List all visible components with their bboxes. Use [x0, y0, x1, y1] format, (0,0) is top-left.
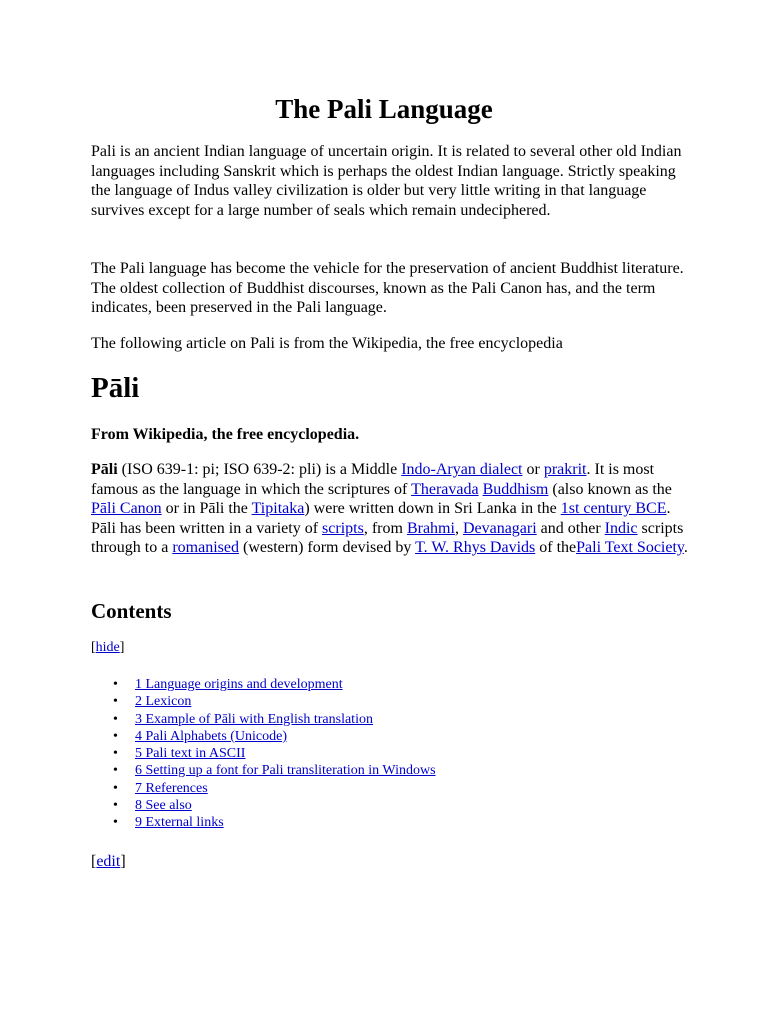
link-rhys-davids[interactable]: T. W. Rhys Davids — [415, 539, 536, 556]
text-segment: , from — [363, 519, 407, 537]
link-theravada[interactable]: Theravada — [411, 480, 479, 498]
toc-link-lexicon[interactable]: 2 Lexicon — [135, 694, 192, 710]
link-brahmi[interactable]: Brahmi — [406, 519, 455, 537]
bracket-open: [ — [91, 853, 97, 870]
toc-item — [91, 762, 436, 779]
link-romanised[interactable]: romanised — [172, 539, 239, 556]
link-scripts[interactable]: scripts — [322, 519, 364, 537]
wiki-source-line: From Wikipedia, the free encyclopedia. — [91, 426, 360, 443]
bullet-icon: • — [113, 815, 118, 831]
bullet-icon: • — [113, 780, 118, 796]
toc-link-external-links[interactable]: 9 External links — [135, 815, 224, 831]
text-segment: ) were written down in Sri Lanka in the — [304, 500, 561, 517]
link-prakrit[interactable]: prakrit — [543, 461, 587, 478]
text-segment: , — [454, 519, 463, 537]
bullet-icon: • — [113, 746, 118, 762]
link-indic[interactable]: Indic — [604, 519, 638, 537]
bullet-icon: • — [113, 728, 118, 744]
term-pali: Pāli — [91, 461, 118, 478]
toc-item — [91, 693, 436, 710]
text-segment: . — [683, 539, 688, 556]
link-pali-canon[interactable]: Pāli Canon — [91, 500, 162, 517]
link-pali-text-society[interactable]: Pali Text Society — [576, 539, 684, 556]
toc-link-example[interactable]: 3 Example of Pāli with English translation — [135, 711, 373, 727]
toc-link-see-also[interactable]: 8 See also — [135, 798, 192, 814]
toc-toggle — [91, 639, 124, 657]
bullet-icon: • — [113, 694, 118, 710]
toc-item — [91, 780, 436, 797]
bracket-open: [ — [91, 640, 96, 655]
toc-link-language-origins[interactable]: 1 Language origins and development — [135, 677, 343, 692]
link-buddhism[interactable]: Buddhism — [482, 480, 549, 498]
bullet-icon: • — [113, 711, 118, 727]
toc-link-ascii[interactable]: 5 Pali text in ASCII — [135, 746, 246, 762]
edit-link[interactable]: edit — [96, 853, 121, 870]
text-segment: or in Pāli the — [161, 500, 252, 517]
toc-item — [91, 745, 436, 762]
table-of-contents — [91, 676, 436, 832]
page-title: The Pali Language — [275, 94, 493, 124]
toc-item — [91, 797, 436, 814]
link-tipitaka[interactable]: Tipitaka — [251, 500, 305, 517]
toc-item — [91, 814, 436, 831]
toc-link-font-setup[interactable]: 6 Setting up a font for Pali transliteration in Windows — [135, 763, 436, 779]
wiki-article-heading: Pāli — [91, 372, 140, 404]
bullet-icon: • — [113, 798, 118, 814]
text-segment: scripts through to a — [91, 519, 684, 556]
link-1st-century-bce[interactable]: 1st century BCE — [560, 500, 667, 517]
section-edit — [91, 852, 126, 871]
bracket-close: ] — [120, 853, 126, 870]
toc-item — [91, 711, 436, 728]
bracket-close: ] — [119, 640, 125, 655]
text-segment: (also known as the — [548, 480, 672, 498]
hide-link[interactable]: hide — [95, 640, 120, 655]
text-segment: (ISO 639-1: pi; ISO 639-2: pli) is a Middle — [117, 461, 402, 478]
intro-paragraph-1: Pali is an ancient Indian language of uncertain origin. It is related to several other old Indian languages including Sanskrit which is perhaps the oldest Indian language. Strictly speaking the language of Indus valley civilization is older but very little writing in that language survives except for a large number of seals which remain undeciphered. — [91, 143, 682, 219]
toc-link-references[interactable]: 7 References — [135, 780, 208, 796]
text-segment: or — [522, 461, 544, 478]
wiki-intro-paragraph — [91, 460, 691, 558]
text-segment: (western) form devised by — [238, 539, 416, 556]
link-indo-aryan-dialect[interactable]: Indo-Aryan dialect — [401, 461, 523, 478]
intro-paragraph-2: The Pali language has become the vehicle for the preservation of ancient Buddhist literature. The oldest collection of Buddhist discourses, known as the Pali Canon has, and the term indicates, been preserved in the Pali language. — [91, 260, 684, 316]
contents-heading: Contents — [91, 599, 172, 623]
link-devanagari[interactable]: Devanagari — [462, 519, 537, 537]
toc-item — [91, 676, 436, 693]
bullet-icon: • — [113, 763, 118, 779]
text-segment: . It is most famous as the language in which the scriptures of — [91, 461, 655, 498]
text-segment: of the — [535, 539, 577, 556]
text-segment: . Pāli has been written in a variety of — [91, 500, 671, 537]
toc-item — [91, 728, 436, 745]
intro-paragraph-3: The following article on Pali is from the Wikipedia, the free encyclopedia — [91, 335, 563, 352]
bullet-icon: • — [113, 677, 118, 692]
text-segment: and other — [536, 519, 605, 537]
toc-link-alphabets[interactable]: 4 Pali Alphabets (Unicode) — [135, 728, 288, 744]
